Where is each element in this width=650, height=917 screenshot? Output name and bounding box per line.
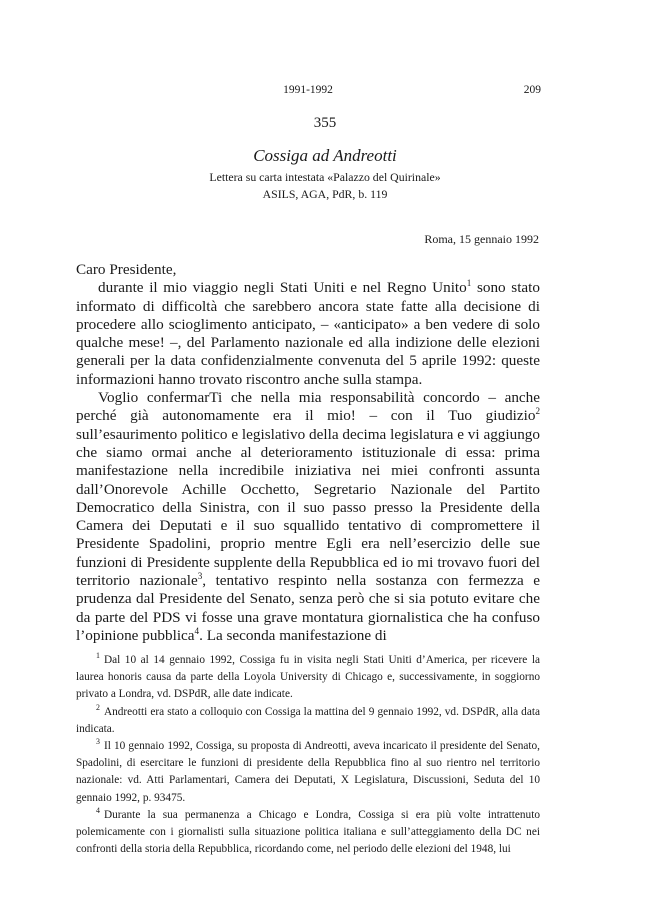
document-number: 355	[313, 115, 337, 131]
paragraph-text: durante il mio viaggio negli Stati Uniti e nel Regno Unito	[98, 279, 467, 297]
paragraph-text: sull’esaurimento politico e legislativo della decima legislatura e vi aggiungo che siamo ormai anche al deterioramento istituzionale di essa: prima manifestazione nella incredibile iniziativa nei miei confronti assunta dall’Onorevole Achille Occhetto, Segretario Nazionale del Partito Democratico della Sinistra, con il suo passo presso la Presidente della Camera dei Deputati e il suo squallido tentativo di compromettere il Presidente Spadolini, proprio mentre Egli era nell’esercizio delle sue funzioni di Presidente supplente della Repubblica ed io mi trovavo fuori del territorio nazionale	[76, 425, 540, 590]
footnote-ref[interactable]: 4	[194, 625, 200, 636]
paragraph-text: , tentativo respinto nella sostanza con fermezza e prudenza dal Presidente del Senato, senza però che si sia potuto evitare che da parte del PDS vi fosse una grave montatura giornalistica che ha confuso l’opinione pubblica	[76, 572, 540, 644]
footnote-marker: 2	[96, 702, 100, 712]
salutation: Caro Presidente,	[76, 261, 177, 278]
footnote	[76, 738, 540, 807]
footnote-ref[interactable]: 2	[535, 406, 540, 417]
running-title: 1991-1992	[283, 84, 333, 96]
footnote-ref[interactable]: 3	[197, 570, 203, 581]
running-head	[75, 84, 541, 100]
paragraph-2	[76, 389, 540, 645]
document-heading: Cossiga ad Andreotti	[253, 146, 397, 165]
paragraph-text: Voglio confermarTi che nella mia responsabilità concordo – anche perché già autonomamente era il mio! – con il Tuo giudizio	[76, 389, 540, 425]
document-description: Lettera su carta intestata «Palazzo del Quirinale»	[209, 170, 441, 184]
footnote-ref[interactable]: 1	[466, 278, 472, 289]
archival-source: ASILS, AGA, PdR, b. 119	[262, 187, 388, 201]
footnote-marker: 3	[96, 737, 100, 747]
footnote-text: Andreotti era stato a colloquio con Cossiga la mattina del 9 gennaio 1992, vd. DSPdR, alla data indicata.	[76, 705, 540, 735]
footnotes	[76, 652, 540, 858]
footnote-text: Dal 10 al 14 gennaio 1992, Cossiga fu in visita negli Stati Uniti d’America, per ricevere la laurea honoris causa da parte della Loyola University di Chicago e, successivamente, in soggiorno privato a Londra, vd. DSPdR, alle date indicate.	[76, 654, 540, 701]
dateline: Roma, 15 gennaio 1992	[424, 232, 539, 246]
paragraph-text: sono stato informato di difficoltà che sarebbero ancora state fatte alla decisione di procedere allo scioglimento anticipato, – «anticipato» a ben vedere di solo qualche mese! –, del Parlamento nazionale ed alla indizione delle elezioni generali per la data confidenzialmente convenuta del 5 aprile 1992: queste informazioni hanno trovato riscontro anche sulla stampa.	[76, 279, 540, 388]
page-number: 209	[523, 84, 541, 96]
paragraph-text: . La seconda manifestazione di	[199, 626, 387, 644]
footnote	[76, 652, 540, 704]
footnote-text: Durante la sua permanenza a Chicago e Londra, Cossiga si era più volte intrattenuto polemicamente con i giornalisti sulla situazione politica italiana e sull’atteggiamento della DC nei confronti della storia della Repubblica, ricordando come, nel periodo delle elezioni del 1948, lui	[76, 808, 540, 856]
footnote	[76, 704, 540, 738]
footnote-text: Il 10 gennaio 1992, Cossiga, su proposta di Andreotti, aveva incaricato il presidente del Senato, Spadolini, di esercitare le funzioni di presidente della Repubblica fino al suo rientro nel territorio nazionale: vd. Atti Parlamentari, Camera dei Deputati, X Legislatura, Discussioni, Seduta del 10 gennaio 1992, p. 93475.	[76, 740, 540, 804]
letter-body	[76, 261, 540, 645]
footnote	[76, 807, 540, 859]
paragraph-1	[76, 279, 540, 389]
footnote-marker: 1	[96, 651, 100, 661]
footnote-marker: 4	[96, 806, 100, 816]
